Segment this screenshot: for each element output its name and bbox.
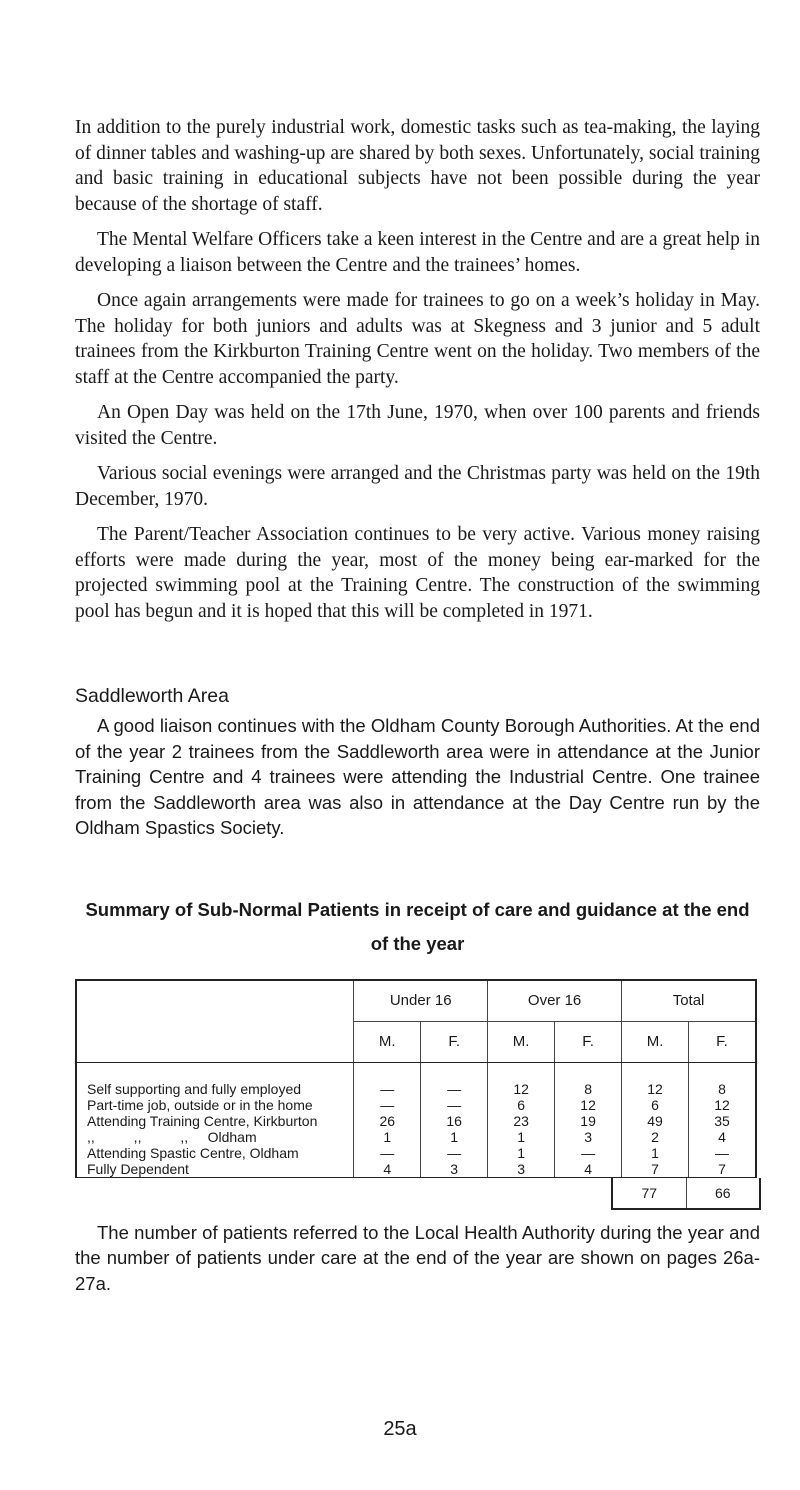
table-row xyxy=(76,1097,756,1113)
document-page xyxy=(75,115,760,1306)
group-header-total: Total xyxy=(622,980,756,1022)
cell: 12 xyxy=(622,1081,689,1097)
cell: 7 xyxy=(622,1161,689,1178)
subhead-total-f: F. xyxy=(689,1021,756,1062)
saddleworth-paragraph: A good liaison continues with the Oldham County Borough Authorities. At the end of the year 2 trainees from the Saddleworth area were in attendance at the Junior Training Centre and 4 trainees were attending the Industrial Centre. One trainee from the Saddleworth area was also in attendance at the Day Centre run by the Oldham Spastics Society. xyxy=(75,715,760,838)
row-label: ,, ,, ,, Oldham xyxy=(76,1129,354,1145)
cell: 35 xyxy=(689,1113,756,1129)
table-row xyxy=(76,1161,756,1178)
cell: 19 xyxy=(555,1113,622,1129)
cell: 7 xyxy=(689,1161,756,1178)
paragraph-social-evenings: Various social evenings were arranged and the Christmas party was held on the 19th December, 1970. xyxy=(75,463,760,510)
cell: 12 xyxy=(555,1097,622,1113)
summary-table xyxy=(75,979,757,1178)
cell: — xyxy=(354,1081,421,1097)
cell: — xyxy=(421,1081,488,1097)
page-number: 25a xyxy=(383,1418,417,1440)
summary-title: Summary of Sub-Normal Patients in receipt of care and guidance at the end of the year xyxy=(85,898,750,954)
cell: — xyxy=(555,1145,622,1161)
subhead-over16-f: F. xyxy=(555,1021,622,1062)
table-row xyxy=(76,1129,756,1145)
table-row xyxy=(76,1145,756,1161)
row-label: Attending Spastic Centre, Oldham xyxy=(76,1145,354,1161)
cell: 4 xyxy=(689,1129,756,1145)
cell: 8 xyxy=(555,1081,622,1097)
cell: 1 xyxy=(622,1145,689,1161)
cell: — xyxy=(421,1145,488,1161)
subhead-under16-f: F. xyxy=(421,1021,488,1062)
cell: 23 xyxy=(488,1113,555,1129)
cell: 3 xyxy=(421,1161,488,1178)
grand-totals xyxy=(611,1178,761,1210)
cell: 4 xyxy=(555,1161,622,1178)
cell: 3 xyxy=(488,1161,555,1178)
cell: — xyxy=(421,1097,488,1113)
summary-table-wrap xyxy=(75,979,760,1210)
cell: 1 xyxy=(488,1145,555,1161)
grand-total-m: 77 xyxy=(641,1184,658,1201)
cell: 12 xyxy=(488,1081,555,1097)
cell: 16 xyxy=(421,1113,488,1129)
paragraph-parent-teacher: The Parent/Teacher Association continues to be very active. Various money raising efforts were made during the year, most of the money being ear-marked for the projected swimming pool at the Training Centre. The construction of the swimming pool has begun and it is hoped that this will be completed in 1971. xyxy=(75,524,760,622)
subhead-total-m: M. xyxy=(622,1021,689,1062)
row-header-cell xyxy=(76,980,354,1063)
cell: 26 xyxy=(354,1113,421,1129)
paragraph-domestic-tasks: In addition to the purely industrial work, domestic tasks such as tea-making, the laying of dinner tables and washing-up are shared by both sexes. Unfortunately, social training and basic training in educational subjects have not been possible during the year because of the shortage of staff. xyxy=(75,117,760,215)
cell: 12 xyxy=(689,1097,756,1113)
saddleworth-heading: Saddleworth Area xyxy=(75,685,229,707)
row-label: Part-time job, outside or in the home xyxy=(76,1097,354,1113)
subhead-over16-m: M. xyxy=(488,1021,555,1062)
cell: 3 xyxy=(555,1129,622,1145)
closing-paragraph: The number of patients referred to the Local Health Authority during the year and the number of patients under care at the end of the year are shown on pages 26a-27a. xyxy=(75,1221,760,1294)
cell: — xyxy=(354,1097,421,1113)
cell: 2 xyxy=(622,1129,689,1145)
table-row xyxy=(76,1113,756,1129)
row-label: Attending Training Centre, Kirkburton xyxy=(76,1113,354,1129)
row-label: Fully Dependent xyxy=(76,1161,354,1178)
cell: 6 xyxy=(488,1097,555,1113)
cell: 4 xyxy=(354,1161,421,1178)
subhead-under16-m: M. xyxy=(354,1021,421,1062)
row-label: Self supporting and fully employed xyxy=(76,1081,354,1097)
grand-total-f: 66 xyxy=(686,1178,760,1208)
table-row xyxy=(76,1081,756,1097)
paragraph-welfare-officers: The Mental Welfare Officers take a keen interest in the Centre and are a great help in developing a liaison between the Centre and the trainees’ homes. xyxy=(75,229,760,276)
cell: 1 xyxy=(488,1129,555,1145)
cell: 8 xyxy=(689,1081,756,1097)
cell: 1 xyxy=(354,1129,421,1145)
cell: 1 xyxy=(421,1129,488,1145)
cell: 49 xyxy=(622,1113,689,1129)
cell: — xyxy=(354,1145,421,1161)
group-header-under-16: Under 16 xyxy=(354,980,488,1022)
group-header-over-16: Over 16 xyxy=(488,980,622,1022)
cell: 6 xyxy=(622,1097,689,1113)
paragraph-open-day: An Open Day was held on the 17th June, 1970, when over 100 parents and friends visited the Centre. xyxy=(75,402,760,449)
cell: — xyxy=(689,1145,756,1161)
paragraph-holiday: Once again arrangements were made for trainees to go on a week’s holiday in May. The holiday for both juniors and adults was at Skegness and 3 junior and 5 adult trainees from the Kirkburton Training Centre went on the holiday. Two members of the staff at the Centre accompanied the party. xyxy=(75,290,760,388)
